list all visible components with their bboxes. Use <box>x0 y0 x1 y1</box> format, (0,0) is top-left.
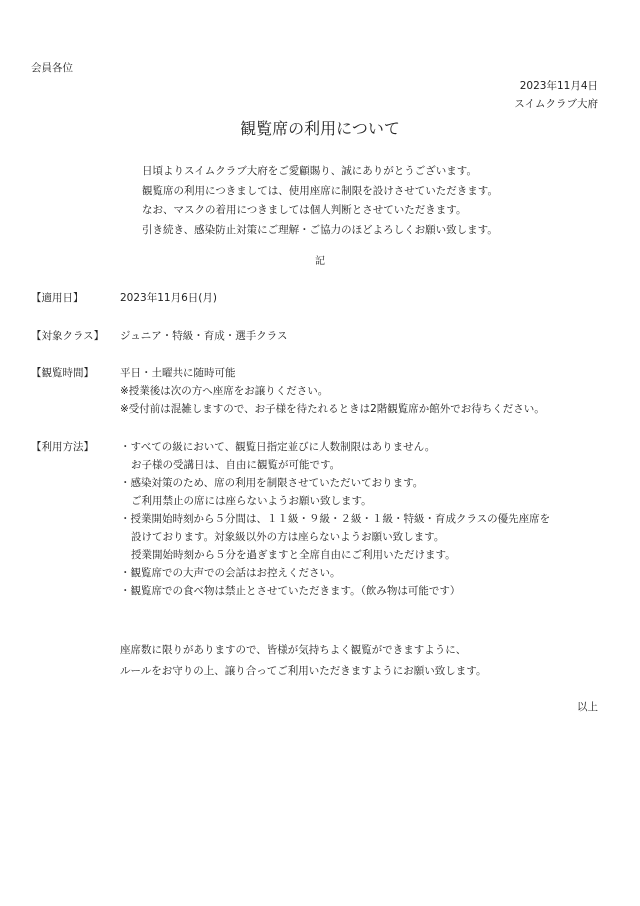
intro-paragraph <box>142 166 498 244</box>
closing-line: 座席数に限りがありますので、皆様が気持ちよく観覧ができますように、 <box>120 644 467 656</box>
section-value-date <box>120 293 217 311</box>
section-line: ※受付前は混雑しますので、お子様を待たれるときは2階観覧席か館外でお待ちください。 <box>120 403 545 415</box>
usage-bullet: ・観覧席での大声での会話はお控えください。 <box>120 567 341 579</box>
closing-paragraph <box>120 645 486 687</box>
section-label-viewing-time: 【観覧時間】 <box>31 367 94 379</box>
usage-continuation: お子様の受講日は、自由に観覧が可能です。 <box>131 459 341 471</box>
sender-name: スイムクラブ大府 <box>514 98 598 110</box>
usage-continuation: ご利用禁止の席には座らないようお願い致します。 <box>131 495 372 507</box>
section-label-usage: 【利用方法】 <box>31 441 94 453</box>
section-line: 平日・土曜共に随時可能 <box>120 367 236 379</box>
section-line: ※授業後は次の方へ座席をお譲りください。 <box>120 385 329 397</box>
usage-bullet: ・授業開始時刻から５分間は、１１級・９級・２級・１級・特級・育成クラスの優先座席を <box>120 513 551 525</box>
intro-line: 日頃よりスイムクラブ大府をご愛顧賜り、誠にありがとうございます。 <box>142 165 477 177</box>
usage-bullet: ・観覧席での食べ物は禁止とさせていただきます。（飲み物は可能です） <box>120 585 461 597</box>
intro-line: 観覧席の利用につきましては、使用座席に制限を設けさせていただきます。 <box>142 184 498 197</box>
section-line: 2023年11月6日(月) <box>120 292 217 304</box>
issue-date: 2023年11月4日 <box>519 80 598 92</box>
usage-bullet: ・すべての級において、観覧日指定並びに人数制限はありません。 <box>120 441 436 453</box>
usage-continuation: 設けております。対象級以外の方は座らないようお願い致します。 <box>131 531 445 543</box>
section-label-target: 【対象クラス】 <box>31 330 105 342</box>
document-title: 観覧席の利用について <box>240 119 400 138</box>
ki-heading: 記 <box>315 256 325 267</box>
section-value-usage <box>120 442 550 604</box>
section-line: ジュニア・特級・育成・選手クラス <box>120 330 288 342</box>
closing-line: ルールをお守りの上、譲り合ってご利用いただきますようにお願い致します。 <box>120 665 487 677</box>
section-label-date: 【適用日】 <box>31 292 84 304</box>
section-value-target <box>120 331 287 349</box>
section-value-viewing-time <box>120 368 545 422</box>
intro-line: なお、マスクの着用につきましては個人判断とさせていただきます。 <box>142 204 467 216</box>
intro-line: 引き続き、感染防止対策にご理解・ご協力のほどよろしくお願い致します。 <box>142 223 498 236</box>
usage-bullet: ・感染対策のため、席の利用を制限させていただいております。 <box>120 477 424 489</box>
recipient-line: 会員各位 <box>31 62 73 74</box>
end-mark: 以上 <box>577 701 598 713</box>
usage-continuation: 授業開始時刻から５分を過ぎますと全席自由にご利用いただけます。 <box>131 549 456 561</box>
